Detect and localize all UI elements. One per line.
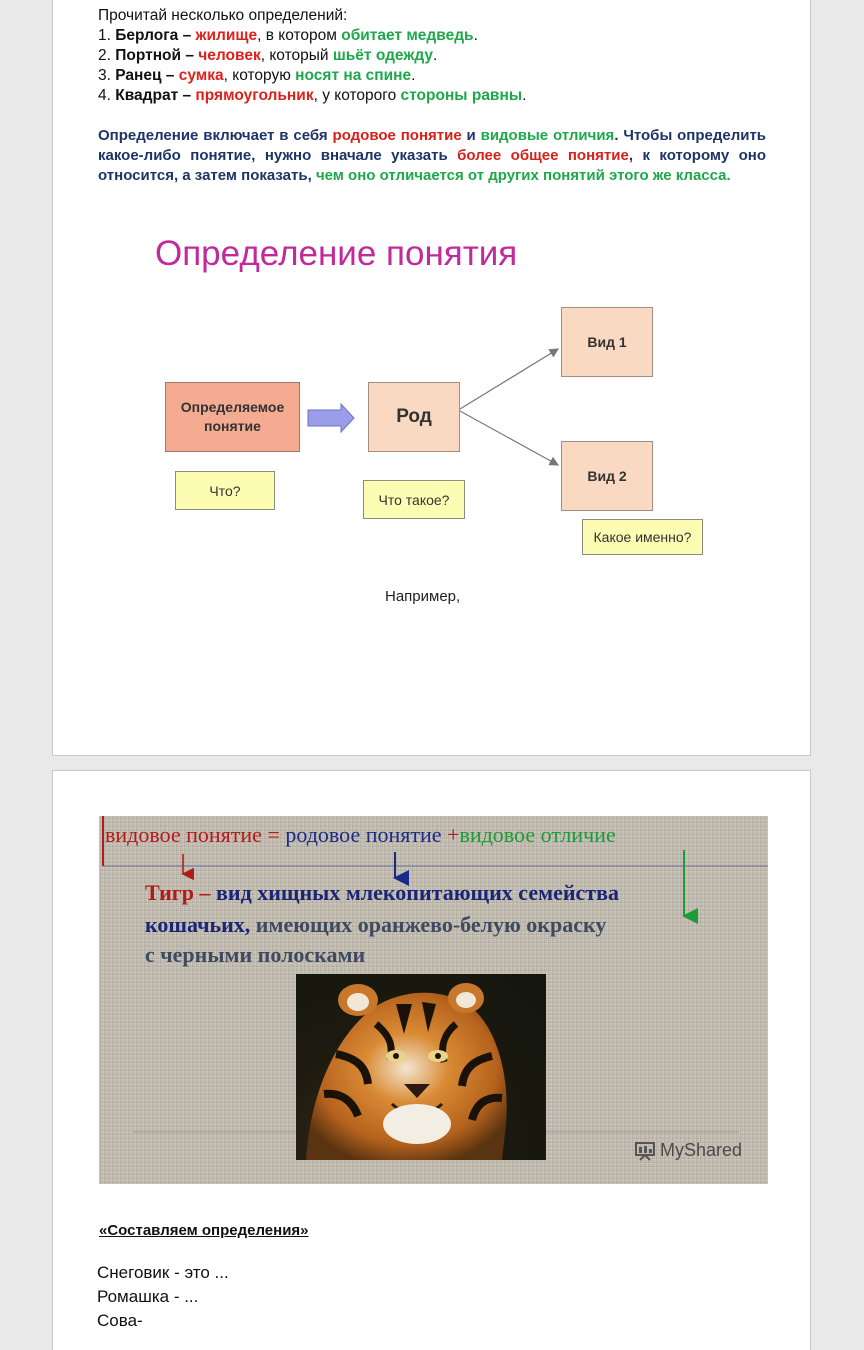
intro-heading: Прочитай несколько определений: bbox=[98, 7, 348, 24]
def-diff: носят на спине bbox=[295, 67, 412, 84]
tiger-genus-text: вид хищных млекопитающих семейства bbox=[216, 880, 619, 905]
tiger-photo bbox=[296, 974, 546, 1160]
expl-text: и bbox=[461, 127, 481, 144]
presentation-board-icon bbox=[634, 1141, 656, 1161]
species-2-box: Вид 2 bbox=[561, 441, 653, 511]
expl-text: . Чтобы определить какое-либо понятие, нужно вначале указать bbox=[98, 127, 767, 164]
expl-general-concept: более общее понятие bbox=[457, 147, 629, 164]
def-term: Ранец bbox=[115, 67, 162, 84]
def-genus: человек bbox=[198, 47, 261, 64]
worksheet-page-1 bbox=[52, 0, 811, 756]
def-term: Квадрат bbox=[115, 87, 179, 104]
task-title: «Составляем определения» bbox=[99, 1222, 309, 1239]
formula-line bbox=[105, 822, 616, 848]
expl-diff-term: видовые отличия bbox=[480, 127, 615, 144]
question-which: Какое именно? bbox=[582, 519, 703, 555]
worksheet-page-2 bbox=[52, 770, 811, 1350]
expl-text: , к которому оно относится, а затем показать, bbox=[98, 147, 767, 184]
def-mid: , которую bbox=[223, 67, 296, 84]
def-term: Берлога bbox=[115, 27, 179, 44]
tiger-word: Тигр bbox=[145, 880, 195, 905]
tiger-definition-line-3: с черными полосками bbox=[145, 942, 366, 967]
example-label: Например, bbox=[385, 588, 461, 605]
def-dash: – bbox=[181, 47, 199, 64]
def-dash: – bbox=[161, 67, 179, 84]
def-term: Портной bbox=[115, 47, 182, 64]
def-end: . bbox=[522, 87, 527, 104]
def-diff: шьёт одежду bbox=[332, 47, 433, 64]
block-arrow-icon bbox=[308, 404, 354, 432]
def-dash: – bbox=[178, 87, 196, 104]
expl-difference: чем оно отличается от других понятий этого же класса. bbox=[315, 167, 731, 184]
formula-eq: = bbox=[261, 822, 286, 847]
def-genus: сумка bbox=[178, 67, 224, 84]
def-mid: , у которого bbox=[313, 87, 401, 104]
def-dash: – bbox=[178, 27, 196, 44]
def-num: 1. bbox=[98, 27, 116, 44]
myshared-brand bbox=[634, 1140, 742, 1161]
tiger-definition-line-2 bbox=[145, 912, 606, 938]
formula-diff: видовое отличие bbox=[459, 822, 616, 847]
def-end: . bbox=[411, 67, 416, 84]
species-1-box: Вид 1 bbox=[561, 307, 653, 377]
tiger-color-text: имеющих оранжево-белую окраску bbox=[250, 912, 607, 937]
task-item: Ромашка - ... bbox=[97, 1287, 199, 1306]
formula-plus: + bbox=[441, 822, 460, 847]
tiger-face-icon bbox=[296, 974, 546, 1160]
genus-box: Род bbox=[368, 382, 460, 452]
def-num: 2. bbox=[98, 47, 116, 64]
tiger-slide bbox=[99, 816, 768, 1184]
def-mid: , который bbox=[260, 47, 333, 64]
def-genus: жилище bbox=[195, 27, 258, 44]
def-num: 3. bbox=[98, 67, 116, 84]
def-mid: , в котором bbox=[257, 27, 342, 44]
diagram-title: Определение понятия bbox=[155, 234, 518, 273]
def-num: 4. bbox=[98, 87, 116, 104]
question-what-is: Что такое? bbox=[363, 480, 465, 519]
def-genus: прямоугольник bbox=[195, 87, 314, 104]
arrow-to-vid2 bbox=[460, 411, 558, 465]
task-item: Сова- bbox=[97, 1311, 143, 1330]
formula-genus: родовое понятие bbox=[285, 822, 442, 847]
task-item: Снеговик - это ... bbox=[97, 1263, 229, 1282]
brand-name: MyShared bbox=[660, 1140, 743, 1160]
expl-text: Определение включает в себя bbox=[98, 127, 333, 144]
def-diff: обитает медведь bbox=[341, 27, 474, 44]
arrow-to-vid1 bbox=[460, 349, 558, 409]
tiger-definition-line-1 bbox=[145, 880, 619, 906]
defined-concept-box: Определяемое понятие bbox=[165, 382, 300, 452]
tiger-family-text: кошачьих, bbox=[145, 912, 251, 937]
tiger-dash: – bbox=[194, 880, 217, 905]
def-end: . bbox=[473, 27, 478, 44]
def-diff: стороны равны bbox=[400, 87, 523, 104]
task-list bbox=[97, 1261, 229, 1333]
def-end: . bbox=[432, 47, 438, 64]
formula-species: видовое понятие bbox=[105, 822, 262, 847]
question-what: Что? bbox=[175, 471, 275, 510]
expl-genus-term: родовое понятие bbox=[332, 127, 462, 144]
